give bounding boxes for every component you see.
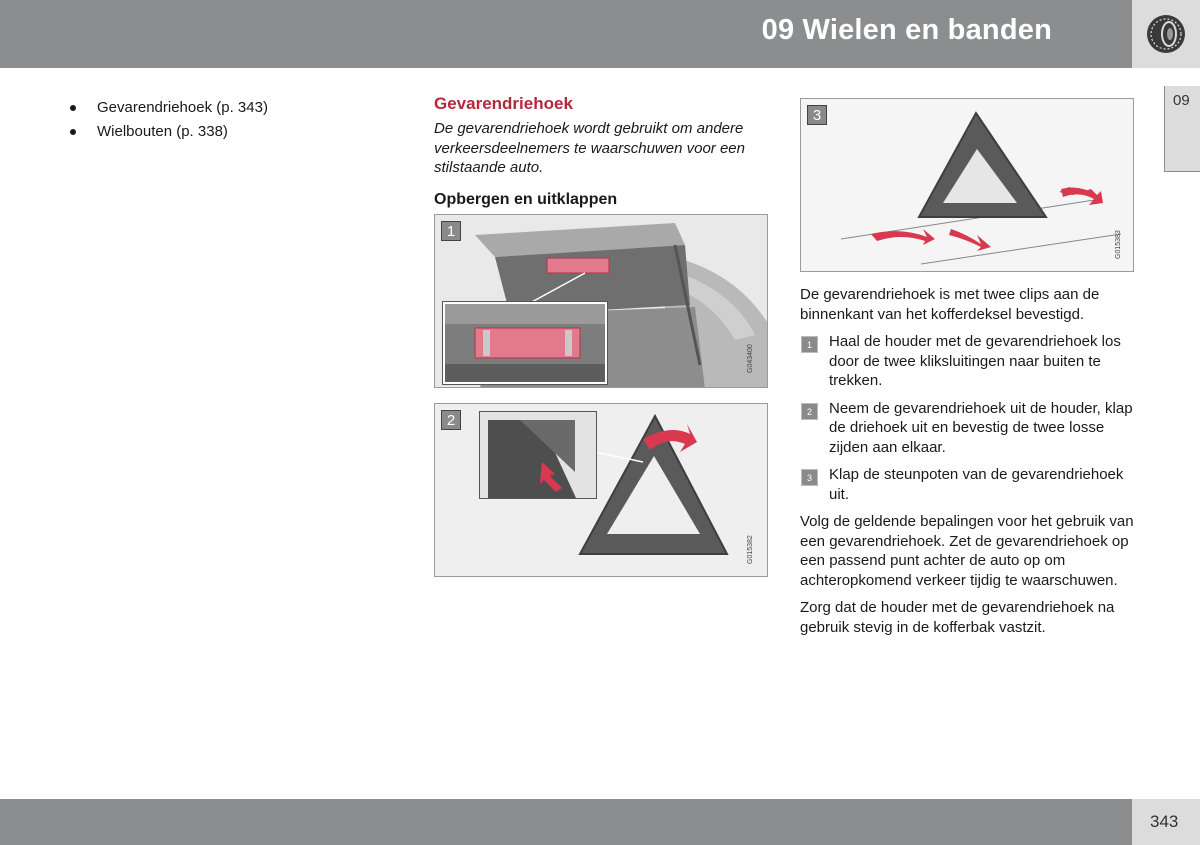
- figure-2-code: G015382: [747, 535, 754, 564]
- intro-paragraph: De gevarendriehoek is met twee clips aan de binnenkant van het kofferdeksel bevestigd.: [800, 286, 1100, 323]
- figure-2-inset: [479, 411, 597, 499]
- step-item: [800, 465, 1134, 504]
- step-number: 1: [801, 336, 818, 353]
- step-text: Neem de gevarendriehoek uit de houder, klap de driehoek uit en bevestig de twee losse zijden aan elkaar.: [829, 399, 1133, 456]
- related-link[interactable]: Wielbouten (p. 338): [68, 120, 268, 144]
- section-subhead: Opbergen en uitklappen: [434, 190, 618, 208]
- step-number: 2: [801, 403, 818, 420]
- triangle-legs-illustration: [801, 99, 1134, 272]
- figure-1-inset: [443, 302, 607, 384]
- section-title: Gevarendriehoek: [434, 94, 573, 113]
- figure-1-trunk: [434, 214, 768, 388]
- figure-1-number: 1: [441, 221, 461, 241]
- step-item: [800, 399, 1134, 458]
- figure-3-code: G015383: [1115, 230, 1122, 259]
- clip-detail-illustration: [445, 304, 605, 382]
- chapter-tab[interactable]: [1164, 86, 1200, 172]
- regulation-paragraph: Volg de geldende bepalingen voor het gebruik van een gevarendriehoek. Zet de gevarendriehoek op een passend punt achter de auto op om achteropkomend verkeer tijdig te waarschuwen.: [800, 513, 1134, 589]
- instructions: [800, 285, 1134, 645]
- header-icon-box: [1132, 0, 1200, 68]
- footer-bar: [0, 799, 1132, 845]
- figure-3-legs: [800, 98, 1134, 272]
- chapter-tab-label: 09: [1173, 92, 1190, 109]
- hinge-detail-illustration: [480, 412, 596, 498]
- page-number-box: [1132, 799, 1200, 845]
- section-intro: [434, 94, 768, 209]
- related-link[interactable]: Gevarendriehoek (p. 343): [68, 96, 268, 120]
- step-text: Haal de houder met de gevarendriehoek los door de twee kliksluitingen naar buiten te trekken.: [829, 333, 1121, 389]
- figure-2-unfold: [434, 403, 768, 577]
- figure-3-number: 3: [807, 105, 827, 125]
- storage-paragraph: Zorg dat de houder met de gevarendriehoek na gebruik stevig in de kofferbak vastzit.: [800, 599, 1115, 636]
- step-text: Klap de steunpoten van de gevarendriehoek uit.: [829, 466, 1124, 503]
- header-bar: [0, 0, 1132, 68]
- section-intro-text: De gevarendriehoek wordt gebruikt om andere verkeersdeelnemers te waarschuwen voor een stilstaande auto.: [434, 120, 745, 176]
- chapter-title: 09 Wielen en banden: [761, 14, 1052, 46]
- tyre-icon: [1132, 0, 1200, 68]
- figure-2-number: 2: [441, 410, 461, 430]
- page-number: 343: [1150, 812, 1179, 831]
- step-number: 3: [801, 469, 818, 486]
- step-item: [800, 332, 1134, 391]
- related-links-list: [68, 96, 268, 144]
- figure-1-code: G043400: [747, 344, 754, 373]
